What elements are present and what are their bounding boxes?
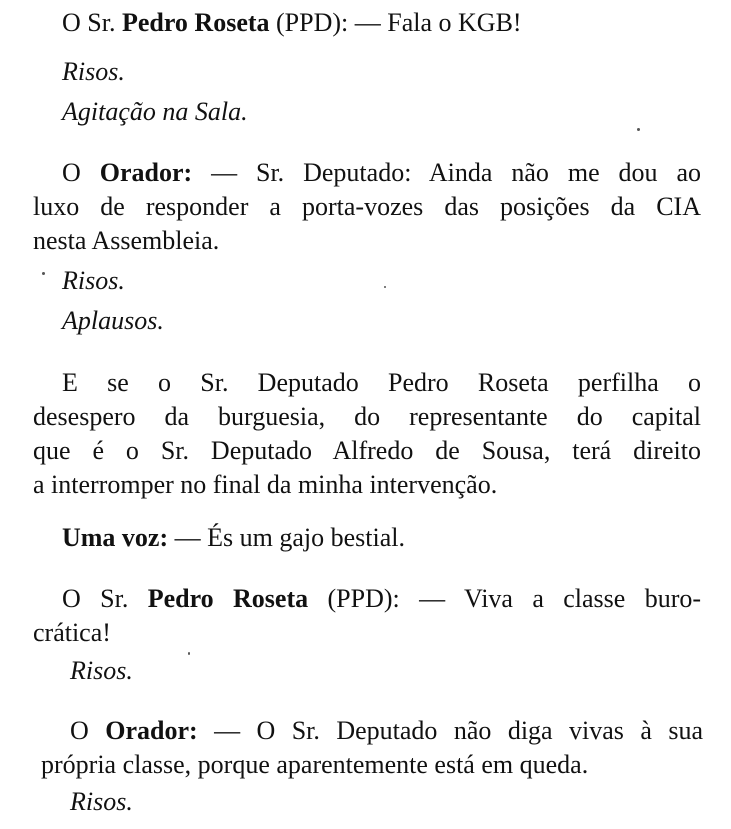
scan-speck xyxy=(188,652,190,655)
speech-text: (PPD): — Fala o KGB! xyxy=(269,8,522,37)
speaker-name: Orador: xyxy=(99,158,193,187)
speaker-name: Pedro Roseta xyxy=(121,8,270,37)
scan-speck xyxy=(384,286,386,288)
speaker-name: Pedro Roseta xyxy=(147,584,309,613)
speech-line: que é o Sr. Deputado Alfredo de Sousa, terá direito xyxy=(33,436,701,465)
speaker-name: Orador: xyxy=(105,716,198,745)
speech-line: própria classe, porque aparentemente está em queda. xyxy=(41,750,589,779)
speech-text: — Sr. Deputado: Ainda não me dou ao xyxy=(192,158,702,187)
stage-direction-risos-3: Risos. xyxy=(70,656,133,685)
speech-prefix: O Sr. xyxy=(62,8,122,37)
speech-line: E se o Sr. Deputado Pedro Roseta perfilha o xyxy=(62,368,701,397)
speech-text: — O Sr. Deputado não diga vivas à sua xyxy=(197,716,703,745)
stage-direction-risos-4: Risos. xyxy=(70,787,133,816)
speech-pedro-roseta-2 xyxy=(33,582,701,650)
speech-line: luxo de responder a porta-vozes das posições da CIA xyxy=(33,192,701,221)
speech-uma-voz xyxy=(62,521,405,555)
stage-direction-risos-2: Risos. xyxy=(62,266,125,295)
speech-line: crática! xyxy=(33,618,111,647)
speech-text: — És um gajo bestial. xyxy=(168,523,405,552)
speech-orador-continuation xyxy=(33,366,701,502)
speech-orador-2 xyxy=(41,714,703,782)
speech-line xyxy=(33,582,701,616)
speech-prefix: O xyxy=(62,158,100,187)
speech-orador-1 xyxy=(33,156,701,258)
stage-direction-aplausos: Aplausos. xyxy=(62,306,164,335)
scan-speck xyxy=(637,128,640,131)
speech-pedro-roseta-1 xyxy=(62,6,522,40)
speech-line: a interromper no final da minha intervenção. xyxy=(33,470,498,499)
speech-prefix: O xyxy=(70,716,106,745)
speech-text: (PPD): — Viva a classe buro- xyxy=(308,584,702,613)
stage-direction-risos-1: Risos. xyxy=(62,57,125,86)
stage-direction-agitacao: Agitação na Sala. xyxy=(62,97,248,126)
speech-line xyxy=(33,156,701,190)
scan-speck xyxy=(42,272,45,275)
speech-line xyxy=(41,714,703,748)
speaker-name: Uma voz: xyxy=(62,523,169,552)
speech-line: nesta Assembleia. xyxy=(33,226,220,255)
speech-line: desespero da burguesia, do representante do capital xyxy=(33,402,701,431)
speech-prefix: O Sr. xyxy=(62,584,148,613)
